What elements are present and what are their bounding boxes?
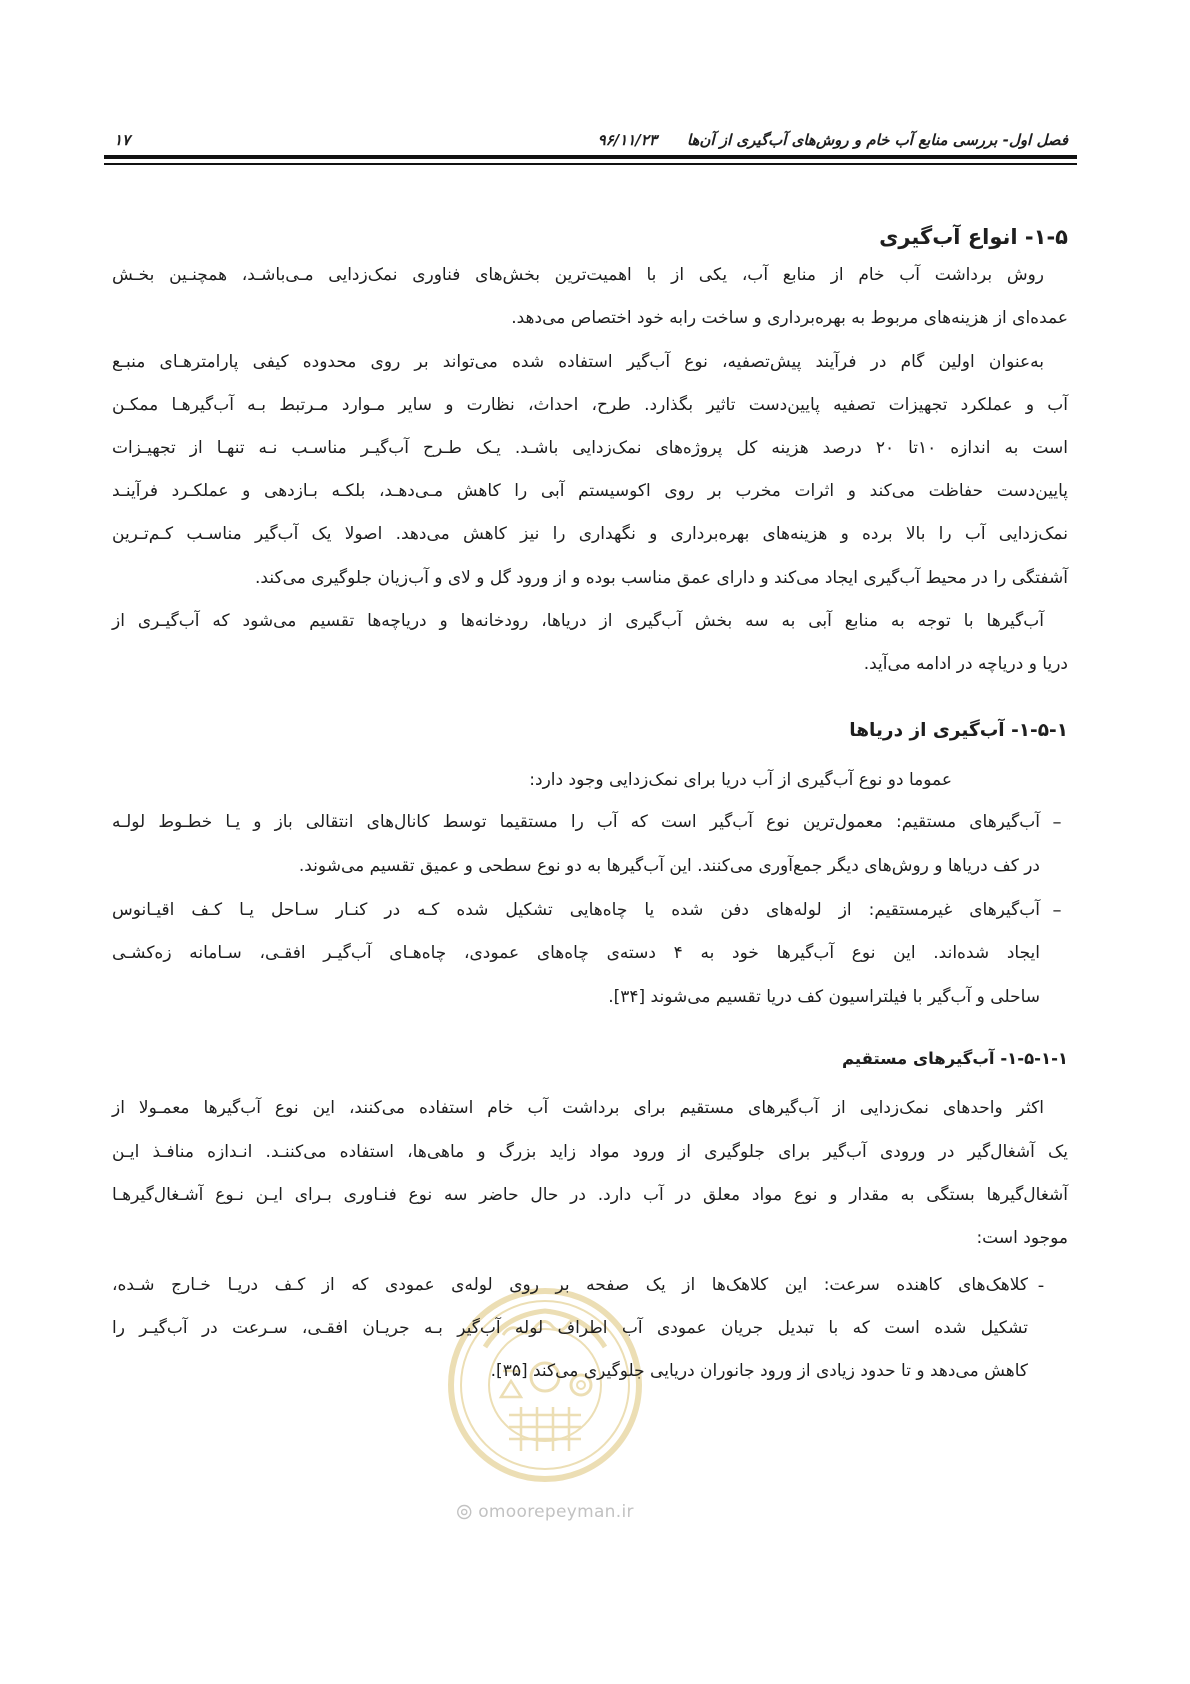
bullet-marker: – <box>1052 900 1062 921</box>
bullet-marker: – <box>1052 812 1062 833</box>
bullet-line: کاهش می‌دهد و تا حدود زیادی از ورود جانوران دریایی جلوگیری می‌کند [۳۵]. <box>490 1361 1028 1381</box>
paragraph-line: نمک‌زدایی آب را بالا برده و هزینه‌های بهره‌برداری و نگهداری را نیز کاهش می‌دهد. اصولا یک آب‌گیر مناسـب کـم‌تـرین <box>112 524 1068 544</box>
bullet-line: آب‌گیرهای غیرمستقیم: از لوله‌های دفن شده یا چاه‌هایی تشکیل شده کـه در کنـار سـاحل یـا کـف اقیـانوس <box>112 900 1040 920</box>
paragraph-line: موجود است: <box>976 1228 1068 1248</box>
bullet-line: آب‌گیرهای مستقیم: معمول‌ترین نوع آب‌گیر است که آب را مستقیما توسط کانال‌های انتقالی باز و یـا خطـوط لولـه <box>112 812 1040 832</box>
paragraph-line: است به اندازه ۱۰تا ۲۰ درصد هزینه کل پروژه‌های نمک‌زدایی باشـد. یـک طـرح آب‌گیـر مناسـب نـه تنهـا از تجهیـزات <box>112 438 1068 458</box>
header-rule-thin <box>104 163 1077 165</box>
bullet-line: ساحلی و آب‌گیر با فیلتراسیون کف دریا تقسیم می‌شوند [۳۴]. <box>608 987 1040 1007</box>
intro-line: عموما دو نوع آب‌گیری از آب دریا برای نمک‌زدایی وجود دارد: <box>529 770 952 790</box>
watermark-site-text: omoorepeyman.ir <box>478 1502 634 1522</box>
paragraph-line: آشغال‌گیرها بستگی به مقدار و نوع مواد معلق در آب دارد. در حال حاضر سه نوع فنـاوری بـرای ایـن نـوع آشـغال‌گیرهـا <box>112 1185 1068 1205</box>
paragraph-line: روش برداشت آب خام از منابع آب، یکی از با اهمیت‌ترین بخش‌های فناوری نمک‌زدایی مـی‌باشـد، همچنـین بخـش <box>112 265 1044 285</box>
bullet-line: در کف دریاها و روش‌های دیگر جمع‌آوری می‌کنند. این آب‌گیرها به دو نوع سطحی و عمیق تقسیم می‌شوند. <box>298 856 1040 876</box>
paragraph-line: اکثر واحدهای نمک‌زدایی از آب‌گیرهای مستقیم برای برداشت آب خام استفاده می‌کنند، این نوع آب‌گیرها معمـولا از <box>112 1098 1044 1118</box>
paragraph-line: به‌عنوان اولین گام در فرآیند پیش‌تصفیه، نوع آب‌گیر استفاده شده می‌تواند بر روی محدوده کیفی پارامترهـای منبـع <box>112 352 1044 372</box>
paragraph-line: دریا و دریاچه در ادامه می‌آید. <box>863 654 1068 674</box>
globe-at-icon <box>456 1504 472 1520</box>
paragraph-line: پایین‌دست حفاظت می‌کند و اثرات مخرب بر روی اکوسیستم آبی را کاهش مـی‌دهـد، بلکـه بـازدهی و عملکـرد فرآینـد <box>112 481 1068 501</box>
running-header <box>598 126 1068 154</box>
header-date: ۹۶/۱۱/۲۳ <box>597 131 657 149</box>
bullet-line: کلاهک‌های کاهنده سرعت: این کلاهک‌ها از یک صفحه بر روی لوله‌ی عمودی که از کـف دریـا خـارج شـده، <box>112 1275 1028 1295</box>
bullet-line: تشکیل شده است که با تبدیل جریان عمودی آب اطراف لوله آب‌گیر بـه جریـان افقـی، سـرعت در آب‌گیـر را <box>112 1318 1028 1338</box>
paragraph-line: یک آشغال‌گیر در ورودی آب‌گیر برای جلوگیری از ورود مواد زاید بزرگ و ماهی‌ها، استفاده می‌کننـد. انـدازه منافـذ ایـن <box>112 1142 1068 1162</box>
page-number: ۱۷ <box>114 131 131 149</box>
paragraph-line: آب‌گیرها با توجه به منابع آبی به سه بخش آب‌گیری از دریاها، رودخانه‌ها و دریاچه‌ها تقسیم می‌شود که آب‌گیـری از <box>112 611 1044 631</box>
subsection-heading: ۱-۵-۱- آب‌گیری از دریاها <box>849 720 1068 741</box>
chapter-title: فصل اول- بررسی منابع آب خام و روش‌های آب‌گیری از آن‌ها <box>686 131 1068 149</box>
watermark-site <box>456 1502 634 1522</box>
paragraph-line: عمده‌ای از هزینه‌های مربوط به بهره‌برداری و ساخت رابه خود اختصاص می‌دهد. <box>511 308 1068 328</box>
bullet-line: ایجاد شده‌اند. این نوع آب‌گیرها خود به ۴ دسته‌ی چاه‌های عمودی، چاه‌هـای آب‌گیـر افقـی، سـامانه زه‌کشـی <box>112 943 1040 963</box>
section-heading: ۱-۵- انواع آب‌گیری <box>879 225 1068 249</box>
subsubsection-heading: ۱-۵-۱-۱- آب‌گیرهای مستقیم <box>841 1049 1068 1068</box>
header-rule-thick <box>104 155 1077 159</box>
bullet-marker: - <box>1037 1275 1045 1296</box>
paragraph-line: آب و عملکرد تجهیزات تصفیه پایین‌دست تاثیر بگذارد. طرح، احداث، نظارت و سایر مـوارد مـرتبط بـه آب‌گیرهـا ممکـن <box>112 395 1068 415</box>
paragraph-line: آشفتگی را در محیط آب‌گیری ایجاد می‌کند و دارای عمق مناسب بوده و از ورود گل و لای و آب‌زیان جلوگیری می‌کند. <box>255 568 1068 588</box>
